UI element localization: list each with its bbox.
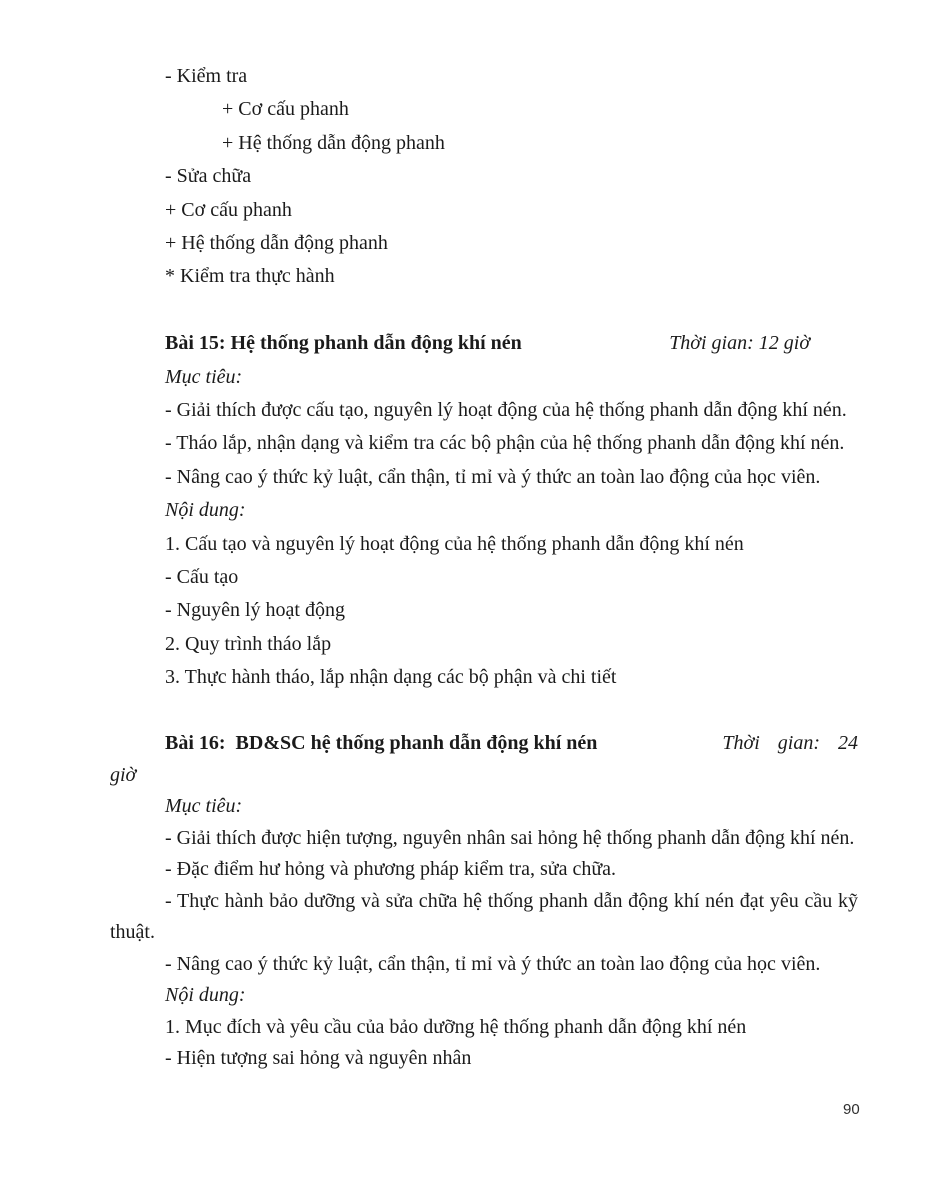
lesson15-title: Bài 15: Hệ thống phanh dẫn động khí nén	[165, 332, 522, 355]
lesson16-time: Thời gian: 24	[722, 732, 858, 755]
lesson15-content-item: - Nguyên lý hoạt động	[165, 599, 345, 622]
blank-line	[110, 695, 858, 728]
lesson15-objective: - Nâng cao ý thức kỷ luật, cẩn thận, tỉ mỉ và ý thức an toàn lao động của học viên.	[165, 465, 821, 488]
lesson16-objective-wrap: thuật.	[110, 921, 155, 944]
lesson16-content-item: - Hiện tượng sai hỏng và nguyên nhân	[165, 1047, 472, 1070]
lesson15-objective: - Tháo lắp, nhận dạng và kiểm tra các bộ phận của hệ thống phanh dẫn động khí nén.	[165, 432, 845, 455]
lesson15-content-item: 2. Quy trình tháo lắp	[165, 632, 332, 655]
lesson16-objective: - Thực hành bảo dưỡng và sửa chữa hệ thống phanh dẫn động khí nén đạt yêu cầu kỹ	[165, 889, 858, 912]
lesson16-objectives-label: Mục tiêu:	[165, 795, 243, 818]
page-number: 90	[843, 1101, 860, 1118]
lesson16-objective: - Đặc điểm hư hỏng và phương pháp kiểm tra, sửa chữa.	[165, 858, 617, 881]
lesson16-content-item: 1. Mục đích và yêu cầu của bảo dưỡng hệ thống phanh dẫn động khí nén	[165, 1015, 747, 1038]
outline-line: - Sửa chữa	[165, 165, 252, 188]
lesson15-content-item: 1. Cấu tạo và nguyên lý hoạt động của hệ thống phanh dẫn động khí nén	[165, 532, 744, 555]
text-block	[110, 60, 858, 1075]
lesson16-heading	[110, 728, 858, 760]
blank-line	[110, 294, 858, 327]
lesson16-title: Bài 16: BD&SC hệ thống phanh dẫn động khí nén	[165, 732, 598, 755]
lesson16-objective: - Nâng cao ý thức kỷ luật, cẩn thận, tỉ mỉ và ý thức an toàn lao động của học viên.	[165, 952, 821, 975]
lesson16-time-wrap: giờ	[110, 763, 137, 786]
lesson15-time: Thời gian: 12 giờ	[669, 332, 810, 355]
lesson16-content-label: Nội dung:	[165, 984, 246, 1007]
outline-line: + Hệ thống dẫn động phanh	[165, 232, 388, 255]
lesson15-content-item: 3. Thực hành tháo, lắp nhận dạng các bộ phận và chi tiết	[165, 666, 617, 689]
outline-line: - Kiểm tra	[165, 65, 248, 87]
outline-line: + Cơ cấu phanh	[165, 198, 292, 221]
outline-line: + Cơ cấu phanh	[222, 98, 349, 121]
lesson16-section	[110, 728, 858, 1075]
outline-line: * Kiểm tra thực hành	[165, 265, 335, 288]
lesson16-objective: - Giải thích được hiện tượng, nguyên nhân sai hỏng hệ thống phanh dẫn động khí nén.	[165, 826, 855, 849]
lesson15-content-item: - Cấu tạo	[165, 566, 239, 589]
lesson15-heading	[110, 327, 858, 360]
outline-line: + Hệ thống dẫn động phanh	[222, 131, 445, 154]
lesson15-content-label: Nội dung:	[165, 499, 246, 522]
lesson15-objectives-label: Mục tiêu:	[165, 365, 243, 388]
lesson15-objective: - Giải thích được cấu tạo, nguyên lý hoạt động của hệ thống phanh dẫn động khí nén.	[165, 399, 847, 422]
